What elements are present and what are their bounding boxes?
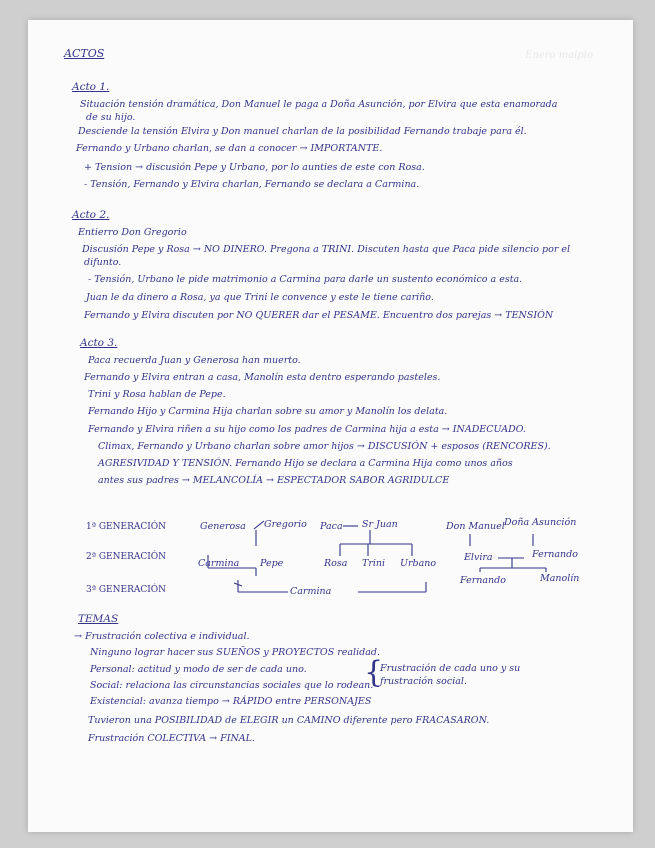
tree-generation-1: 1ª GENERACIÓN [86,522,167,532]
temas-line-1: → Frustración colectiva e individual. [74,631,250,642]
temas-line-3: Personal: actitud y modo de ser de cada uno. [90,664,307,675]
temas-line-7: Frustración COLECTIVA → FINAL. [88,733,255,744]
acto1-line-4: Fernando y Urbano charlan, se dan a conocer → IMPORTANTE. [76,143,383,154]
acto3-line-2: Fernando y Elvira entran a casa, Manolín esta dentro esperando pasteles. [84,372,441,383]
acto1-line-5: + Tension → discusión Pepe y Urbano, por lo aunties de este con Rosa. [84,162,425,173]
acto1-line-3: Desciende la tensión Elvira y Don manuel charlan de la posibilidad Fernando trabaje para él. [78,126,527,137]
acto1-heading: Acto 1. [72,81,110,93]
acto2-heading: Acto 2. [72,209,110,221]
acto3-line-6: Climax, Fernando y Urbano charlan sobre amor hijos → DISCUSIÓN + esposos (RENCORES). [98,441,551,452]
notebook-page [28,20,633,832]
temas-brace-note-1: Frustración de cada uno y su [380,663,521,674]
temas-brace-note-2: frustración social. [380,676,467,687]
tree-person-rosa: Rosa [324,558,348,569]
tree-person-manolin: Manolín [540,573,580,584]
acto2-line-2: Discusión Pepe y Rosa → NO DINERO. Pregona a TRINI. Discuten hasta que Paca pide silencio por el [82,244,571,255]
tree-person-sr-juan: Sr Juan [362,519,398,530]
tree-person-fernando: Fernando [532,549,578,560]
acto2-line-1: Entierro Don Gregorio [78,227,187,238]
tree-person-generosa: Generosa [200,521,246,532]
tree-generation-2: 2ª GENERACIÓN [86,552,167,562]
temas-line-6: Tuvieron una POSIBILIDAD de ELEGIR un CAMINO diferente pero FRACASARON. [88,715,490,726]
acto1-line-1: Situación tensión dramática, Don Manuel le paga a Doña Asunción, por Elvira que esta enamorada [80,99,558,110]
acto3-line-3: Trini y Rosa hablan de Pepe. [88,389,226,400]
bleed-through-text: Enero maipio [525,50,593,61]
acto3-line-7: AGRESIVIDAD Y TENSIÓN. Fernando Hijo se declara a Carmina Hija como unos años [98,458,513,469]
tree-person-pepe: Pepe [260,558,284,569]
tree-generation-3: 3ª GENERACIÓN [86,585,167,595]
tree-person-don-manuel: Don Manuel [446,521,505,532]
tree-person-urbano: Urbano [400,558,437,569]
temas-line-5: Existencial: avanza tiempo → RÁPIDO entre PERSONAJES [90,696,372,707]
acto3-heading: Acto 3. [80,337,118,349]
tree-person-carmina-hija: Carmina [290,586,332,597]
acto1-line-6: - Tensión, Fernando y Elvira charlan, Fernando se declara a Carmina. [84,179,420,190]
tree-person-gregorio: Gregorio [264,519,307,530]
acto3-line-4: Fernando Hijo y Carmina Hija charlan sobre su amor y Manolín los delata. [88,406,448,417]
acto3-line-5: Fernando y Elvira riñen a su hijo como los padres de Carmina hija a esta → INADECUADO. [88,424,526,435]
family-tree-lines [28,20,633,832]
temas-heading: TEMAS [78,613,119,625]
acto3-line-1: Paca recuerda Juan y Generosa han muerto. [88,355,301,366]
tree-person-elvira: Elvira [464,552,493,563]
acto1-line-2: de su hijo. [86,112,136,123]
acto3-line-8: antes sus padres → MELANCOLÍA → ESPECTADOR SABOR AGRIDULCE [98,475,450,486]
tree-person-dona-asuncion: Doña Asunción [504,517,577,528]
acto2-line-6: Fernando y Elvira discuten por NO QUERER dar el PESAME. Encuentro dos parejas → TENSIÓN [84,310,554,321]
tree-person-carmina: Carmina [198,558,240,569]
tree-person-fernando-hijo: Fernando [460,575,506,586]
temas-line-2: Ninguno lograr hacer sus SUEÑOS y PROYECTOS realidad. [90,647,380,658]
tree-person-paca: Paca [320,521,343,532]
page-title: ACTOS [64,47,105,60]
temas-line-4: Social: relaciona las circunstancias sociales que lo rodean. [90,680,374,691]
tree-person-trini: Trini [362,558,386,569]
acto2-line-3: difunto. [84,257,122,268]
temas-brace: { [364,655,384,690]
acto2-line-4: - Tensión, Urbano le pide matrimonio a Carmina para darle un sustento económico a esta. [88,274,523,285]
acto2-line-5: Juan le da dinero a Rosa, ya que Trini le convence y este le tiene cariño. [86,292,434,303]
